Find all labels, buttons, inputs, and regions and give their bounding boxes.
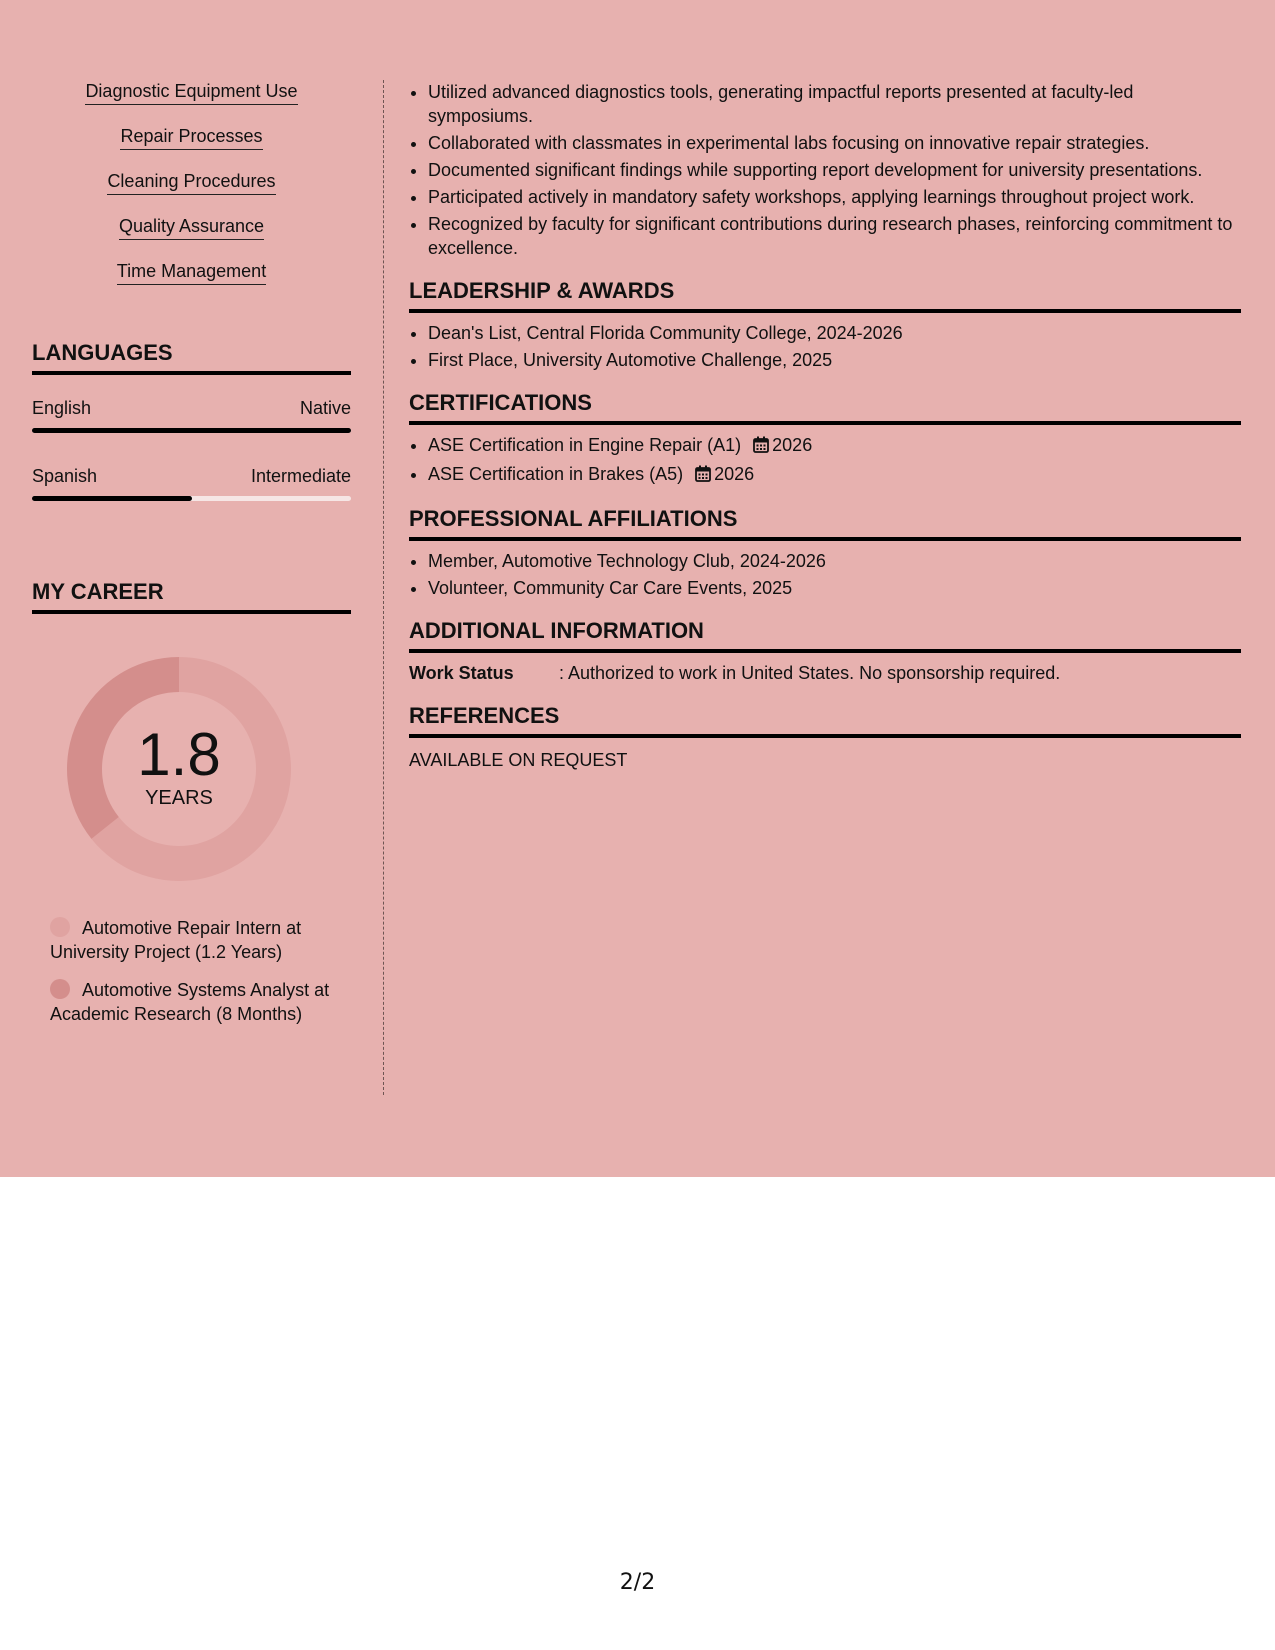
languages-section [32,340,351,501]
references-text: AVAILABLE ON REQUEST [409,750,628,770]
certification-year: 2026 [714,464,755,484]
right-column [409,80,1241,772]
leadership-item: • First Place, University Automotive Challenge, 2025 [428,348,1241,372]
language-name: Spanish [32,466,98,486]
skill-label: Time Management [117,260,266,285]
certification-name: ASE Certification in Engine Repair (A1) [428,435,742,455]
affiliations-section [409,506,1241,600]
additional-info-section [409,618,1241,685]
legend-label: Automotive Systems Analyst at Academic Research (8 Months) [50,980,330,1024]
language-level: Intermediate [250,466,351,486]
work-status-value: : Authorized to work in United States. No sponsorship required. [559,663,1061,683]
language-item [32,397,351,433]
references-section [409,703,1241,772]
legend-dot [50,979,70,999]
skills-list [32,80,351,305]
calendar-icon [695,464,711,488]
skill-label: Repair Processes [120,125,262,150]
language-level: Native [299,398,351,418]
experience-bullet: • Recognized by faculty for significant contributions during research phases, reinforcing commitment to excellence. [428,212,1241,260]
experience-bullets [409,80,1241,260]
affiliations-title: PROFESSIONAL AFFILIATIONS [409,506,1241,541]
legend-item [50,978,333,1026]
certification-item [428,433,1241,459]
experience-bullet: • Participated actively in mandatory safety workshops, applying learnings throughout project work. [428,185,1241,209]
left-column [32,80,351,1040]
experience-bullet: • Utilized advanced diagnostics tools, generating impactful reports presented at faculty-led symposiums. [428,80,1241,128]
work-status-label: Work Status [409,663,514,683]
career-total-value: 1.8 [137,721,221,788]
calendar-icon [753,435,769,459]
certification-item [428,462,1241,488]
career-title: MY CAREER [32,579,351,614]
leadership-title: LEADERSHIP & AWARDS [409,278,1241,313]
references-title: REFERENCES [409,703,1241,738]
skill-item [32,80,351,125]
career-legend [32,916,351,1026]
career-total-unit: YEARS [145,787,213,809]
certifications-section [409,390,1241,488]
skill-item [32,125,351,170]
legend-label: Automotive Repair Intern at University Project (1.2 Years) [50,918,302,962]
career-donut-chart [66,656,292,882]
experience-bullet: • Collaborated with classmates in experimental labs focusing on innovative repair strategies. [428,131,1241,155]
column-divider [383,80,384,1095]
skill-item [32,170,351,215]
certification-name: ASE Certification in Brakes (A5) [428,464,684,484]
skill-label: Quality Assurance [119,215,264,240]
certifications-list [409,433,1241,488]
affiliation-item: • Member, Automotive Technology Club, 2024-2026 [428,549,1241,573]
language-name: English [32,398,92,418]
certifications-title: CERTIFICATIONS [409,390,1241,425]
experience-bullet: • Documented significant findings while supporting report development for university presentations. [428,158,1241,182]
skill-label: Diagnostic Equipment Use [85,80,297,105]
legend-item [50,916,333,964]
affiliation-item: • Volunteer, Community Car Care Events, 2025 [428,576,1241,600]
language-item [32,465,351,501]
additional-info-title: ADDITIONAL INFORMATION [409,618,1241,653]
certification-year: 2026 [772,435,813,455]
language-proficiency-fill [32,496,192,501]
career-section [32,579,351,1026]
leadership-list [409,321,1241,372]
skill-item [32,215,351,260]
language-proficiency-bar [32,496,351,501]
leadership-section [409,278,1241,372]
skill-label: Cleaning Procedures [107,170,275,195]
skill-item [32,260,351,305]
legend-dot [50,917,70,937]
donut-center [66,721,292,810]
page-number: 2/2 [619,1570,656,1595]
affiliations-list [409,549,1241,600]
languages-title: LANGUAGES [32,340,351,375]
language-proficiency-bar [32,428,351,433]
leadership-item: • Dean's List, Central Florida Community College, 2024-2026 [428,321,1241,345]
language-proficiency-fill [32,428,351,433]
work-status-row [409,661,1241,685]
